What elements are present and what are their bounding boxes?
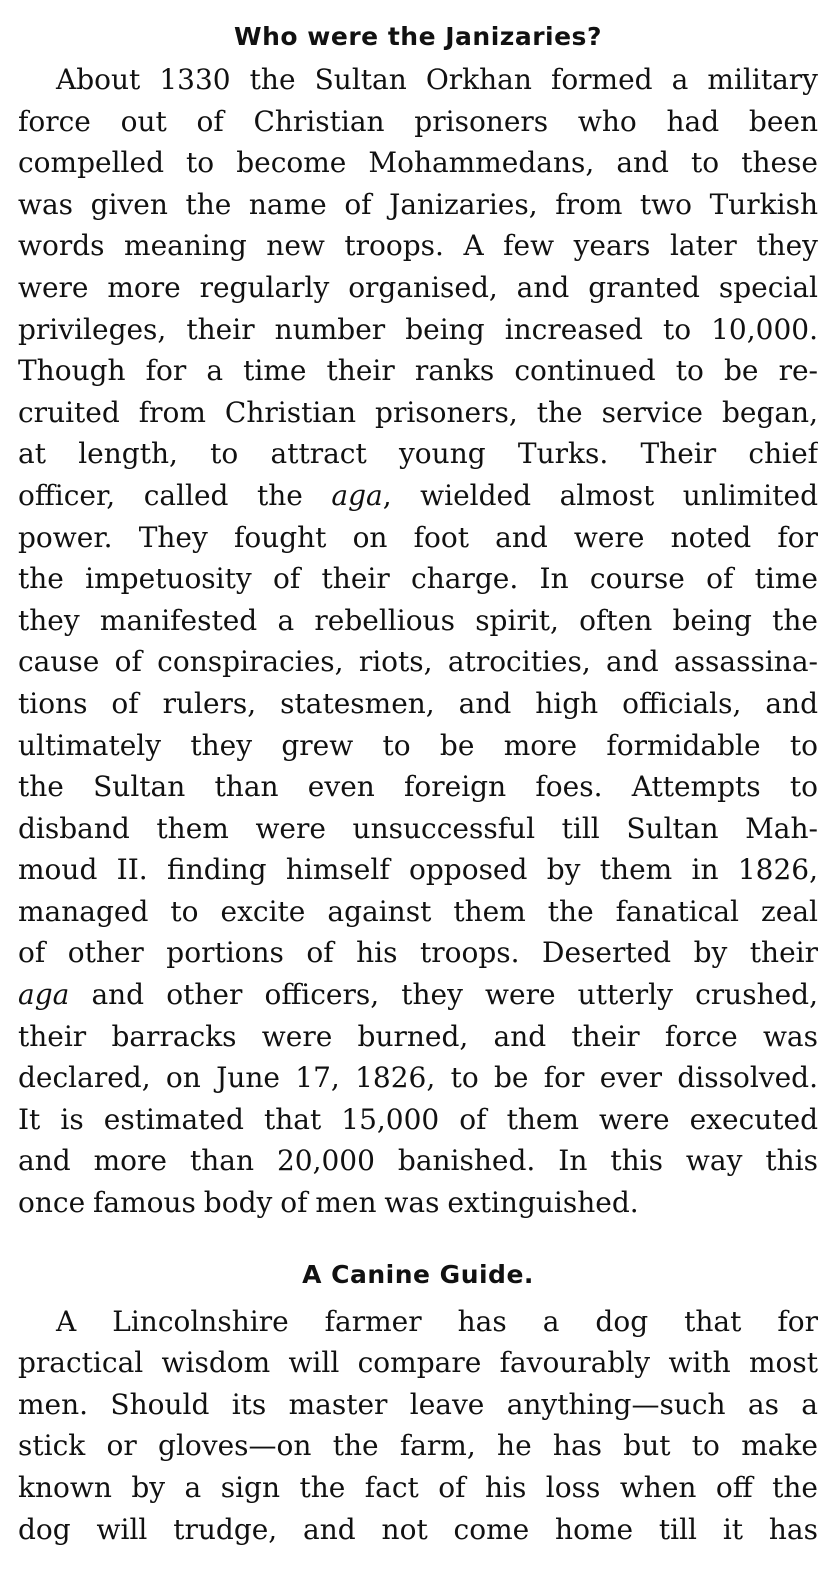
text-line: cause of conspiracies, riots, atrocities, and assassina- <box>18 645 818 679</box>
article-title-janizaries: Who were the Janizaries? <box>234 22 602 51</box>
text-line: tions of rulers, statesmen, and high officials, and <box>18 686 818 720</box>
text-fragment: and other officers, they were utterly crushed, <box>69 978 818 1012</box>
text-line: men. Should its master leave anything—such as a <box>18 1387 818 1421</box>
text-line: force out of Christian prisoners who had been <box>18 104 818 138</box>
article-title-canine-guide: A Canine Guide. <box>302 1259 534 1289</box>
page <box>18 22 818 1550</box>
text-line: of other portions of his troops. Deserted by their <box>18 936 818 970</box>
text-line: were more regularly organised, and granted special <box>18 270 818 304</box>
text-line: disband them were unsuccessful till Sultan Mah- <box>18 811 818 845</box>
text-line: at length, to attract young Turks. Their chief <box>18 437 818 471</box>
text-line: Though for a time their ranks continued to be re- <box>18 354 818 388</box>
text-line: ultimately they grew to be more formidable to <box>18 728 818 762</box>
text-line <box>18 974 818 1016</box>
text-line: A Lincolnshire farmer has a dog that for <box>56 1304 818 1338</box>
text-line <box>18 475 818 517</box>
italic-term-aga: aga <box>331 478 383 512</box>
text-line: practical wisdom will compare favourably with most <box>18 1346 818 1380</box>
text-line: power. They fought on foot and were noted for <box>18 520 818 554</box>
text-line: the impetuosity of their charge. In course of time <box>18 562 818 596</box>
text-line: cruited from Christian prisoners, the service began, <box>18 395 818 429</box>
text-line: stick or gloves—on the farm, he has but to make <box>18 1429 818 1463</box>
article-body-janizaries <box>18 59 818 1224</box>
text-line: managed to excite against them the fanatical zeal <box>18 894 818 928</box>
text-line: privileges, their number being increased to 10,000. <box>18 312 818 346</box>
article-body-canine-guide <box>18 1301 818 1551</box>
italic-term-aga: aga <box>18 978 70 1012</box>
text-fragment: officer, called the <box>18 478 303 512</box>
text-line: the Sultan than even foreign foes. Attempts to <box>18 770 818 804</box>
text-line: was given the name of Janizaries, from two Turkish <box>18 187 818 221</box>
text-line: It is estimated that 15,000 of them were executed <box>18 1102 818 1136</box>
text-line: compelled to become Mohammedans, and to these <box>18 146 818 180</box>
text-line: declared, on June 17, 1826, to be for ever dissolved. <box>18 1061 818 1095</box>
text-line: they manifested a rebellious spirit, often being the <box>18 603 818 637</box>
text-line: About 1330 the Sultan Orkhan formed a military <box>56 63 818 96</box>
text-line: known by a sign the fact of his loss when off the <box>18 1471 818 1504</box>
text-line: and more than 20,000 banished. In this way this <box>18 1144 818 1178</box>
text-line: dog will trudge, and not come home till it has <box>18 1512 818 1546</box>
text-line: moud II. finding himself opposed by them in 1826, <box>18 853 818 887</box>
text-line: once famous body of men was extinguished. <box>18 1186 639 1220</box>
text-line: their barracks were burned, and their force was <box>18 1019 818 1053</box>
text-fragment: , wielded almost unlimited <box>382 478 818 512</box>
text-line: words meaning new troops. A few years later they <box>18 229 818 263</box>
